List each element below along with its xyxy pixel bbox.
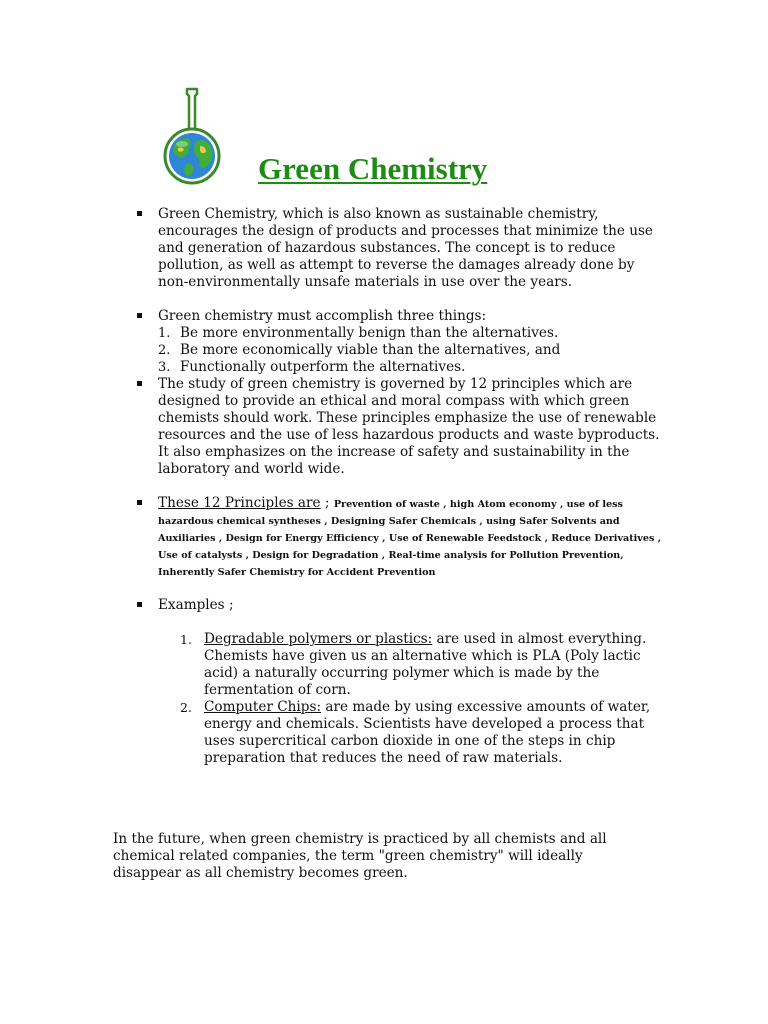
list-number: 3.: [158, 360, 171, 375]
example-term: Degradable polymers or plastics:: [204, 631, 433, 647]
principles-label: These 12 Principles are: [158, 495, 321, 511]
three-things-intro: Green chemistry must accomplish three things:: [158, 308, 487, 324]
definition-paragraph: Green Chemistry, which is also known as sustainable chemistry, encourages the design of products and processes that minimize the use and generation of hazardous substances. The concept is to reduce pollution, as well as attempt to reverse the damages already done by non-environmentally unsafe materials in use over the years.: [158, 206, 653, 290]
three-things-list: [158, 325, 662, 376]
principles-separator: ;: [320, 495, 334, 511]
list-number: 1.: [180, 632, 192, 647]
bullet-three-things: [134, 308, 662, 376]
document-body: [134, 206, 662, 767]
list-item: [158, 325, 662, 342]
bullet-examples: [134, 597, 662, 767]
list-item-text: Be more economically viable than the alternatives, and: [180, 342, 561, 358]
bullet-twelve-principles: [134, 495, 662, 580]
principles-paragraph: [158, 495, 662, 580]
examples-list: [158, 631, 662, 767]
examples-label: Examples ;: [158, 597, 234, 613]
list-number: 2.: [180, 700, 192, 715]
principles-overview-paragraph: The study of green chemistry is governed by 12 principles which are designed to provide an ethical and moral compass with which green chemists should work. These principles emphasize the use of renewable resources and the use of less hazardous products and waste byproducts. It also emphasizes on the increase of safety and sustainability in the laboratory and world wide.: [158, 376, 660, 477]
page-title: Green Chemistry: [258, 151, 488, 186]
list-item: [158, 342, 662, 359]
example-text: are made by using excessive amounts of water, energy and chemicals. Scientists have developed a process that uses supercritical carbon dioxide in one of the steps in chip preparation that reduces the need of raw materials.: [204, 699, 651, 766]
list-item-text: Be more environmentally benign than the alternatives.: [180, 325, 559, 341]
list-item-text: Functionally outperform the alternatives.: [180, 359, 466, 375]
list-number: 2.: [158, 343, 171, 358]
principles-list-text: Prevention of waste , high Atom economy , use of less hazardous chemical syntheses , Designing Safer Chemicals , using Safer Solvents and Auxiliaries , Design for Energy Efficiency , Use of Renewable Feedstock , Reduce Derivatives , Use of catalysts , Design for Degradation , Real-time analysis for Pollution Prevention, Inherently Safer Chemistry for Accident Prevention: [158, 499, 662, 578]
list-item: [158, 359, 662, 376]
example-text: are used in almost everything. Chemists have given us an alternative which is PLA (Poly lactic acid) a naturally occurring polymer which is made by the fermentation of corn.: [204, 631, 647, 698]
bullet-principles-overview: [134, 376, 662, 478]
example-term: Computer Chips:: [204, 699, 322, 715]
globe-in-flask-icon: [160, 86, 224, 186]
list-number: 1.: [158, 326, 171, 341]
closing-paragraph: In the future, when green chemistry is practiced by all chemists and all chemical related companies, the term "green chemistry" will ideally disappear as all chemistry becomes green.: [113, 831, 607, 881]
bullet-definition: [134, 206, 662, 291]
bullet-list: [134, 206, 662, 767]
list-item: [180, 699, 662, 767]
list-item: [180, 631, 662, 699]
